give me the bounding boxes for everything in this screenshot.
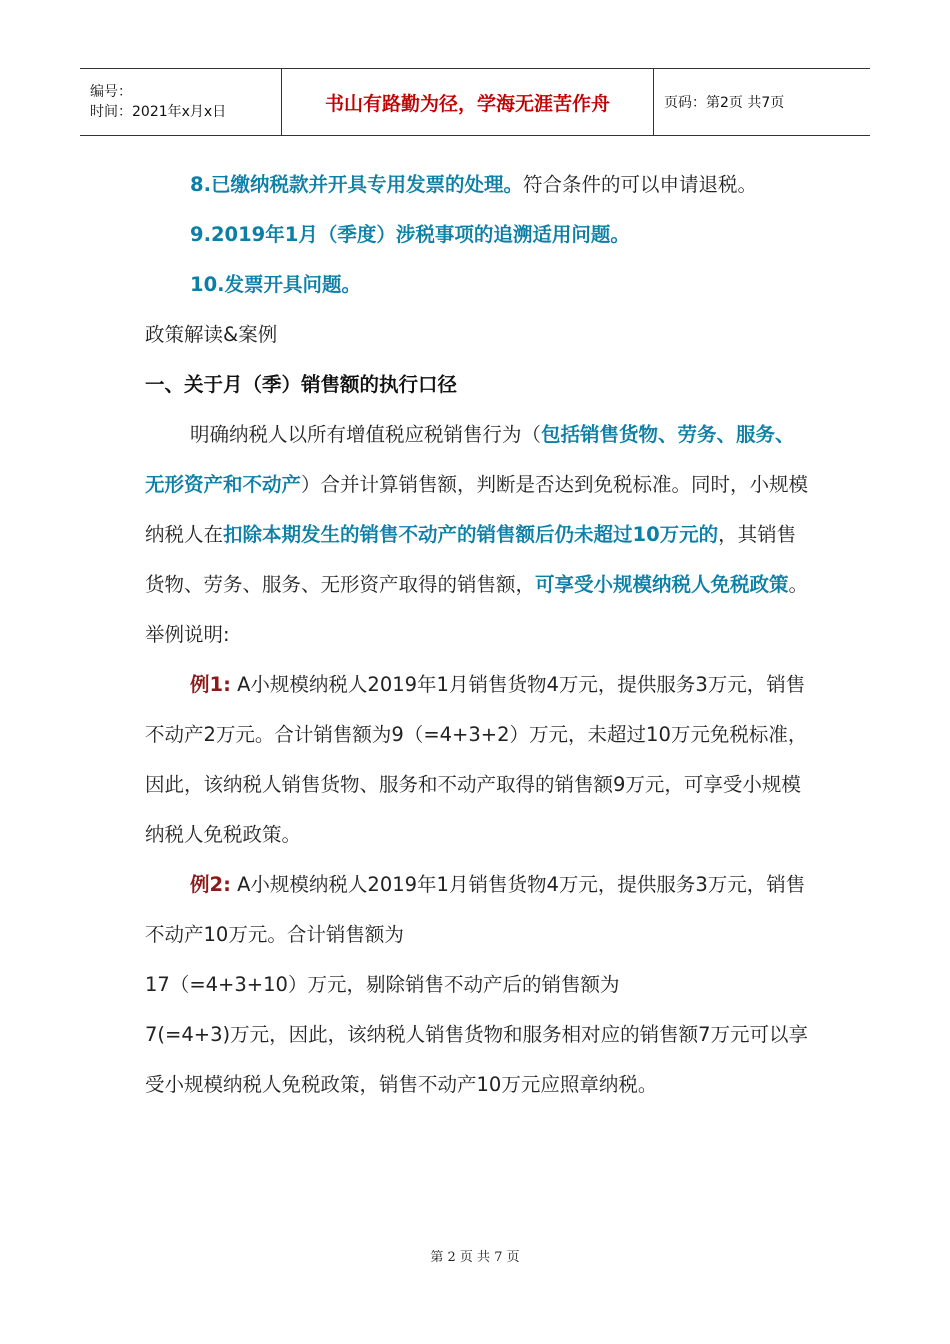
example-2-line-2: 17（=4+3+10）万元，剔除销售不动产后的销售额为 <box>145 973 620 996</box>
document-header <box>80 68 870 136</box>
header-motto-cell <box>281 69 654 135</box>
document-body <box>145 160 810 1110</box>
para1-part-a: 明确纳税人以所有增值税应税销售行为（ <box>190 423 542 446</box>
item-10: 10.发票开具问题。 <box>190 273 362 296</box>
example-1 <box>145 660 810 860</box>
item-9: 9.2019年1月（季度）涉税事项的追溯适用问题。 <box>190 223 630 246</box>
header-page-cell <box>654 69 870 135</box>
header-time: 时间：2021年x月x日 <box>90 104 227 120</box>
para1-part-c: ）合并计算销售额，判断是否达到免税标准。同时，小规模纳税人在 <box>145 473 809 546</box>
para1-part-e: ，其销售货物、劳务、服务、无形资产取得的销售额， <box>145 523 797 596</box>
heading-1: 一、关于月（季）销售额的执行口径 <box>145 373 458 396</box>
example-2 <box>145 860 810 960</box>
header-number: 编号： <box>90 84 132 100</box>
item-8 <box>145 160 810 210</box>
example-2-line-3: 7(=4+3)万元，因此，该纳税人销售货物和服务相对应的销售额7万元可以享受小规模纳税人免税政策，销售不动产10万元应照章纳税。 <box>145 1023 809 1096</box>
example-1-text: A小规模纳税人2019年1月销售货物4万元，提供服务3万元，销售不动产2万元。合计销售额为9（=4+3+2）万元，未超过10万元免税标准，因此，该纳税人销售货物、服务和不动产取得的销售额9万元，可享受小规模纳税人免税政策。 <box>145 673 808 846</box>
para1-highlight-f: 可享受小规模纳税人免税政策 <box>535 573 789 596</box>
item-8-title: 8.已缴纳税款并开具专用发票的处理。 <box>190 173 523 196</box>
paragraph-1 <box>145 410 810 660</box>
para1-highlight-b: 包括销售货物、劳务、服务、无形资产和不动产 <box>145 423 795 496</box>
header-page-number: 页码：第2页 共7页 <box>664 95 785 111</box>
section-label: 政策解读&案例 <box>145 323 278 346</box>
page-footer: 第 2 页 共 7 页 <box>430 1250 520 1265</box>
para1-part-g: 。举例说明: <box>145 573 809 646</box>
para1-highlight-d: 扣除本期发生的销售不动产的销售额后仍未超过10万元的 <box>223 523 719 546</box>
header-motto: 书山有路勤为径，学海无涯苦作舟 <box>324 92 610 115</box>
item-8-text: 符合条件的可以申请退税。 <box>522 173 757 196</box>
example-1-label: 例1: <box>190 673 231 696</box>
example-2-text-1: A小规模纳税人2019年1月销售货物4万元，提供服务3万元，销售不动产10万元。合计销售额为 <box>145 873 806 946</box>
example-2-label: 例2: <box>190 873 231 896</box>
header-meta <box>80 69 281 135</box>
